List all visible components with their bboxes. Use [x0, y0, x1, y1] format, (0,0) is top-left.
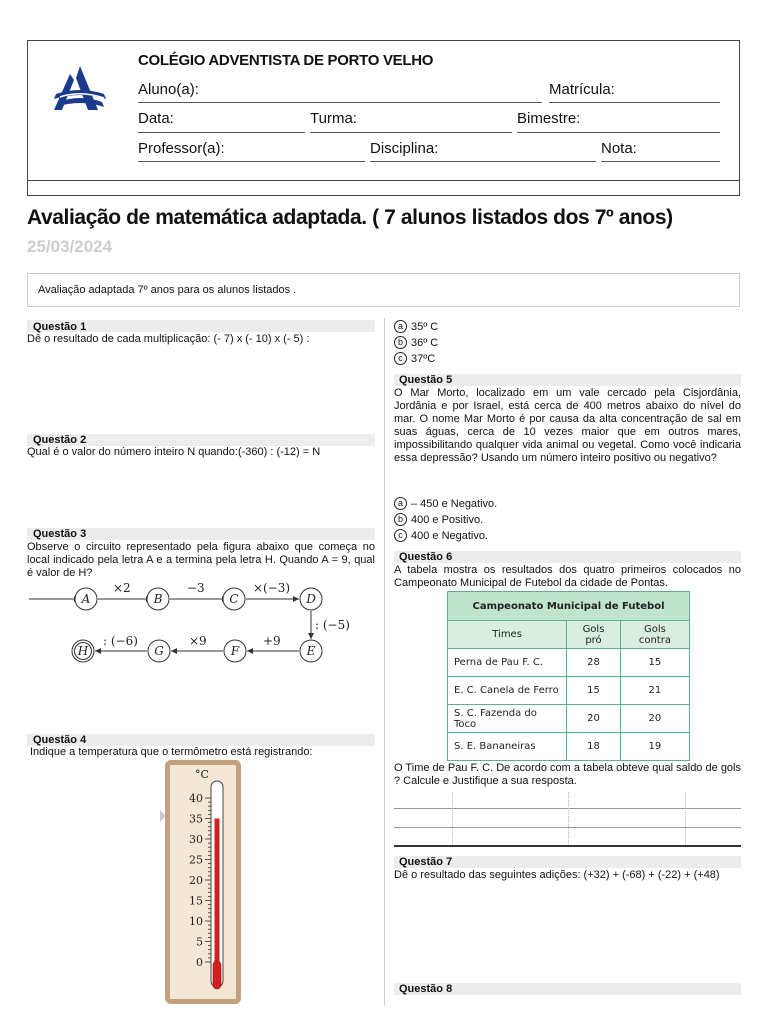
option-label: 36º C — [411, 336, 439, 349]
question-6-title: Questão 6 — [399, 551, 453, 563]
table-row — [448, 677, 690, 705]
option-label: 37ºC — [411, 352, 436, 365]
q5-option-c[interactable] — [394, 528, 497, 543]
exam-title: Avaliação de matemática adaptada. ( 7 alunos listados dos 7º anos) — [27, 206, 673, 229]
tick-20: 20 — [189, 874, 203, 887]
table-row — [448, 733, 690, 761]
option-label: – 450 e Negativo. — [411, 497, 498, 510]
thermometer-unit: °C — [195, 768, 209, 781]
exam-description: Avaliação adaptada 7º anos para os alunos listados . — [38, 284, 297, 296]
thermometer-pointer-icon — [160, 810, 166, 822]
question-5-text: O Mar Morto, localizado em um vale cercado pela Cisjordânia, Jordânia e por Israel, está cerca de 400 metros abaixo do nível do mar. O nome Mar Morto é por causa da alta concentração de sal em suas águas, cerca de 10 vezes maior que em outros mares, impossibilitando qualquer vida animal ou vegetal. Como você indicaria essa depressão? Usando um número inteiro positivo ou negativo? — [394, 387, 741, 464]
op-e-f: +9 — [263, 634, 281, 648]
team-name: Perna de Pau F. C. — [448, 649, 567, 677]
question-7-text: Dê o resultado das seguintes adições: (+32) + (-68) + (-22) + (+48) — [394, 869, 720, 881]
node-b: B — [153, 592, 163, 606]
tick-10: 10 — [189, 915, 203, 928]
option-label: 400 e Negativo. — [411, 529, 489, 542]
node-d: D — [306, 592, 316, 606]
q5-options — [394, 496, 497, 543]
team-name: S. C. Fazenda do Toco — [448, 705, 567, 733]
team-name: E. C. Canela de Ferro — [448, 677, 567, 705]
op-b-c: −3 — [187, 581, 205, 595]
tick-25: 25 — [189, 853, 203, 867]
tick-30: 30 — [189, 833, 203, 846]
goals-against: 19 — [620, 733, 689, 761]
exam-date: 25/03/2024 — [27, 237, 113, 256]
enrollment-label: Matrícula: — [549, 81, 615, 98]
option-label: 400 e Positivo. — [411, 513, 484, 526]
question-7-title: Questão 7 — [399, 856, 453, 868]
option-letter: b — [394, 513, 407, 526]
grade-field[interactable] — [601, 161, 720, 162]
term-label: Bimestre: — [517, 110, 581, 127]
question-6-question: O Time de Pau F. C. De acordo com a tabela obteve qual saldo de gols ? Calcule e Justifique a sua resposta. — [394, 762, 741, 787]
option-letter: a — [394, 320, 407, 333]
op-d-e: : (−5) — [315, 618, 350, 632]
q4-option-b[interactable] — [394, 335, 438, 350]
node-c: C — [229, 592, 239, 606]
node-e: E — [306, 644, 316, 658]
term-field[interactable] — [517, 132, 720, 133]
op-g-h: : (−6) — [103, 634, 138, 648]
goals-for: 20 — [567, 705, 621, 733]
grid-line — [685, 792, 686, 845]
question-2-text: Qual é o valor do número inteiro N quando:(-360) : (-12) = N — [27, 446, 321, 458]
question-8-title: Questão 8 — [399, 983, 453, 995]
goals-for: 15 — [567, 677, 621, 705]
table-header: Times — [448, 621, 567, 649]
teacher-field[interactable] — [138, 161, 365, 162]
thermometer-mercury — [215, 819, 220, 972]
header-divider — [27, 180, 740, 181]
date-field[interactable] — [138, 132, 305, 133]
subject-field[interactable] — [370, 161, 596, 162]
table-header: Gols pró — [567, 621, 621, 649]
tick-35: 35 — [189, 812, 203, 826]
student-field[interactable] — [138, 102, 542, 103]
table-row — [448, 705, 690, 733]
column-divider — [384, 318, 385, 1006]
tick-0: 0 — [196, 956, 203, 969]
class-label: Turma: — [310, 110, 357, 127]
goals-against: 15 — [620, 649, 689, 677]
question-4-text: Indique a temperatura que o termômetro está registrando: — [30, 746, 313, 758]
school-logo-icon — [52, 64, 108, 114]
node-h: H — [77, 644, 89, 658]
table-caption: Campeonato Municipal de Futebol — [448, 592, 690, 621]
q4-option-a[interactable] — [394, 319, 438, 334]
team-name: S. E. Bananeiras — [448, 733, 567, 761]
node-a: A — [81, 592, 91, 606]
tick-15: 15 — [189, 894, 203, 908]
option-letter: b — [394, 336, 407, 349]
question-2-title: Questão 2 — [33, 434, 87, 446]
grade-label: Nota: — [601, 140, 637, 157]
option-letter: a — [394, 497, 407, 510]
question-5-title: Questão 5 — [399, 374, 453, 386]
op-a-b: ×2 — [113, 581, 131, 595]
goals-for: 18 — [567, 733, 621, 761]
football-table — [447, 591, 690, 761]
op-f-g: ×9 — [189, 634, 207, 648]
tick-5: 5 — [196, 935, 203, 949]
question-3-text: Observe o circuito representado pela figura abaixo que começa no local indicado pela letra A e a termina pela letra H. Quando A = 9, qual é valor de H? — [27, 541, 375, 579]
q5-option-a[interactable] — [394, 496, 497, 511]
date-label: Data: — [138, 110, 174, 127]
teacher-label: Professor(a): — [138, 140, 225, 157]
grid-line — [452, 792, 453, 845]
option-label: 35º C — [411, 320, 439, 333]
answer-line[interactable] — [394, 845, 741, 847]
q5-option-b[interactable] — [394, 512, 497, 527]
question-1-title: Questão 1 — [33, 321, 87, 333]
q4-options — [394, 319, 438, 366]
circuit-diagram — [27, 580, 367, 672]
question-1-text: Dê o resultado de cada multiplicação: (- 7) x (- 10) x (- 5) : — [27, 333, 310, 345]
goals-for: 28 — [567, 649, 621, 677]
class-field[interactable] — [310, 132, 512, 133]
school-name: COLÉGIO ADVENTISTA DE PORTO VELHO — [138, 52, 434, 69]
table-header: Gols contra — [620, 621, 689, 649]
table-row — [448, 649, 690, 677]
op-c-d: ×(−3) — [253, 581, 291, 595]
question-4-title: Questão 4 — [33, 734, 87, 746]
option-letter: c — [394, 529, 407, 542]
student-label: Aluno(a): — [138, 81, 199, 98]
subject-label: Disciplina: — [370, 140, 439, 157]
goals-against: 20 — [620, 705, 689, 733]
tick-40: 40 — [189, 792, 203, 805]
node-g: G — [154, 644, 164, 658]
enrollment-field[interactable] — [549, 102, 720, 103]
grid-line — [568, 792, 569, 845]
question-6-text: A tabela mostra os resultados dos quatro primeiros colocados no Campeonato Municipal de Futebol da cidade de Pontas. — [394, 564, 741, 589]
q4-option-c[interactable] — [394, 351, 438, 366]
node-f: F — [230, 644, 240, 658]
question-3-title: Questão 3 — [33, 528, 87, 540]
option-letter: c — [394, 352, 407, 365]
goals-against: 21 — [620, 677, 689, 705]
thermometer — [170, 765, 236, 999]
